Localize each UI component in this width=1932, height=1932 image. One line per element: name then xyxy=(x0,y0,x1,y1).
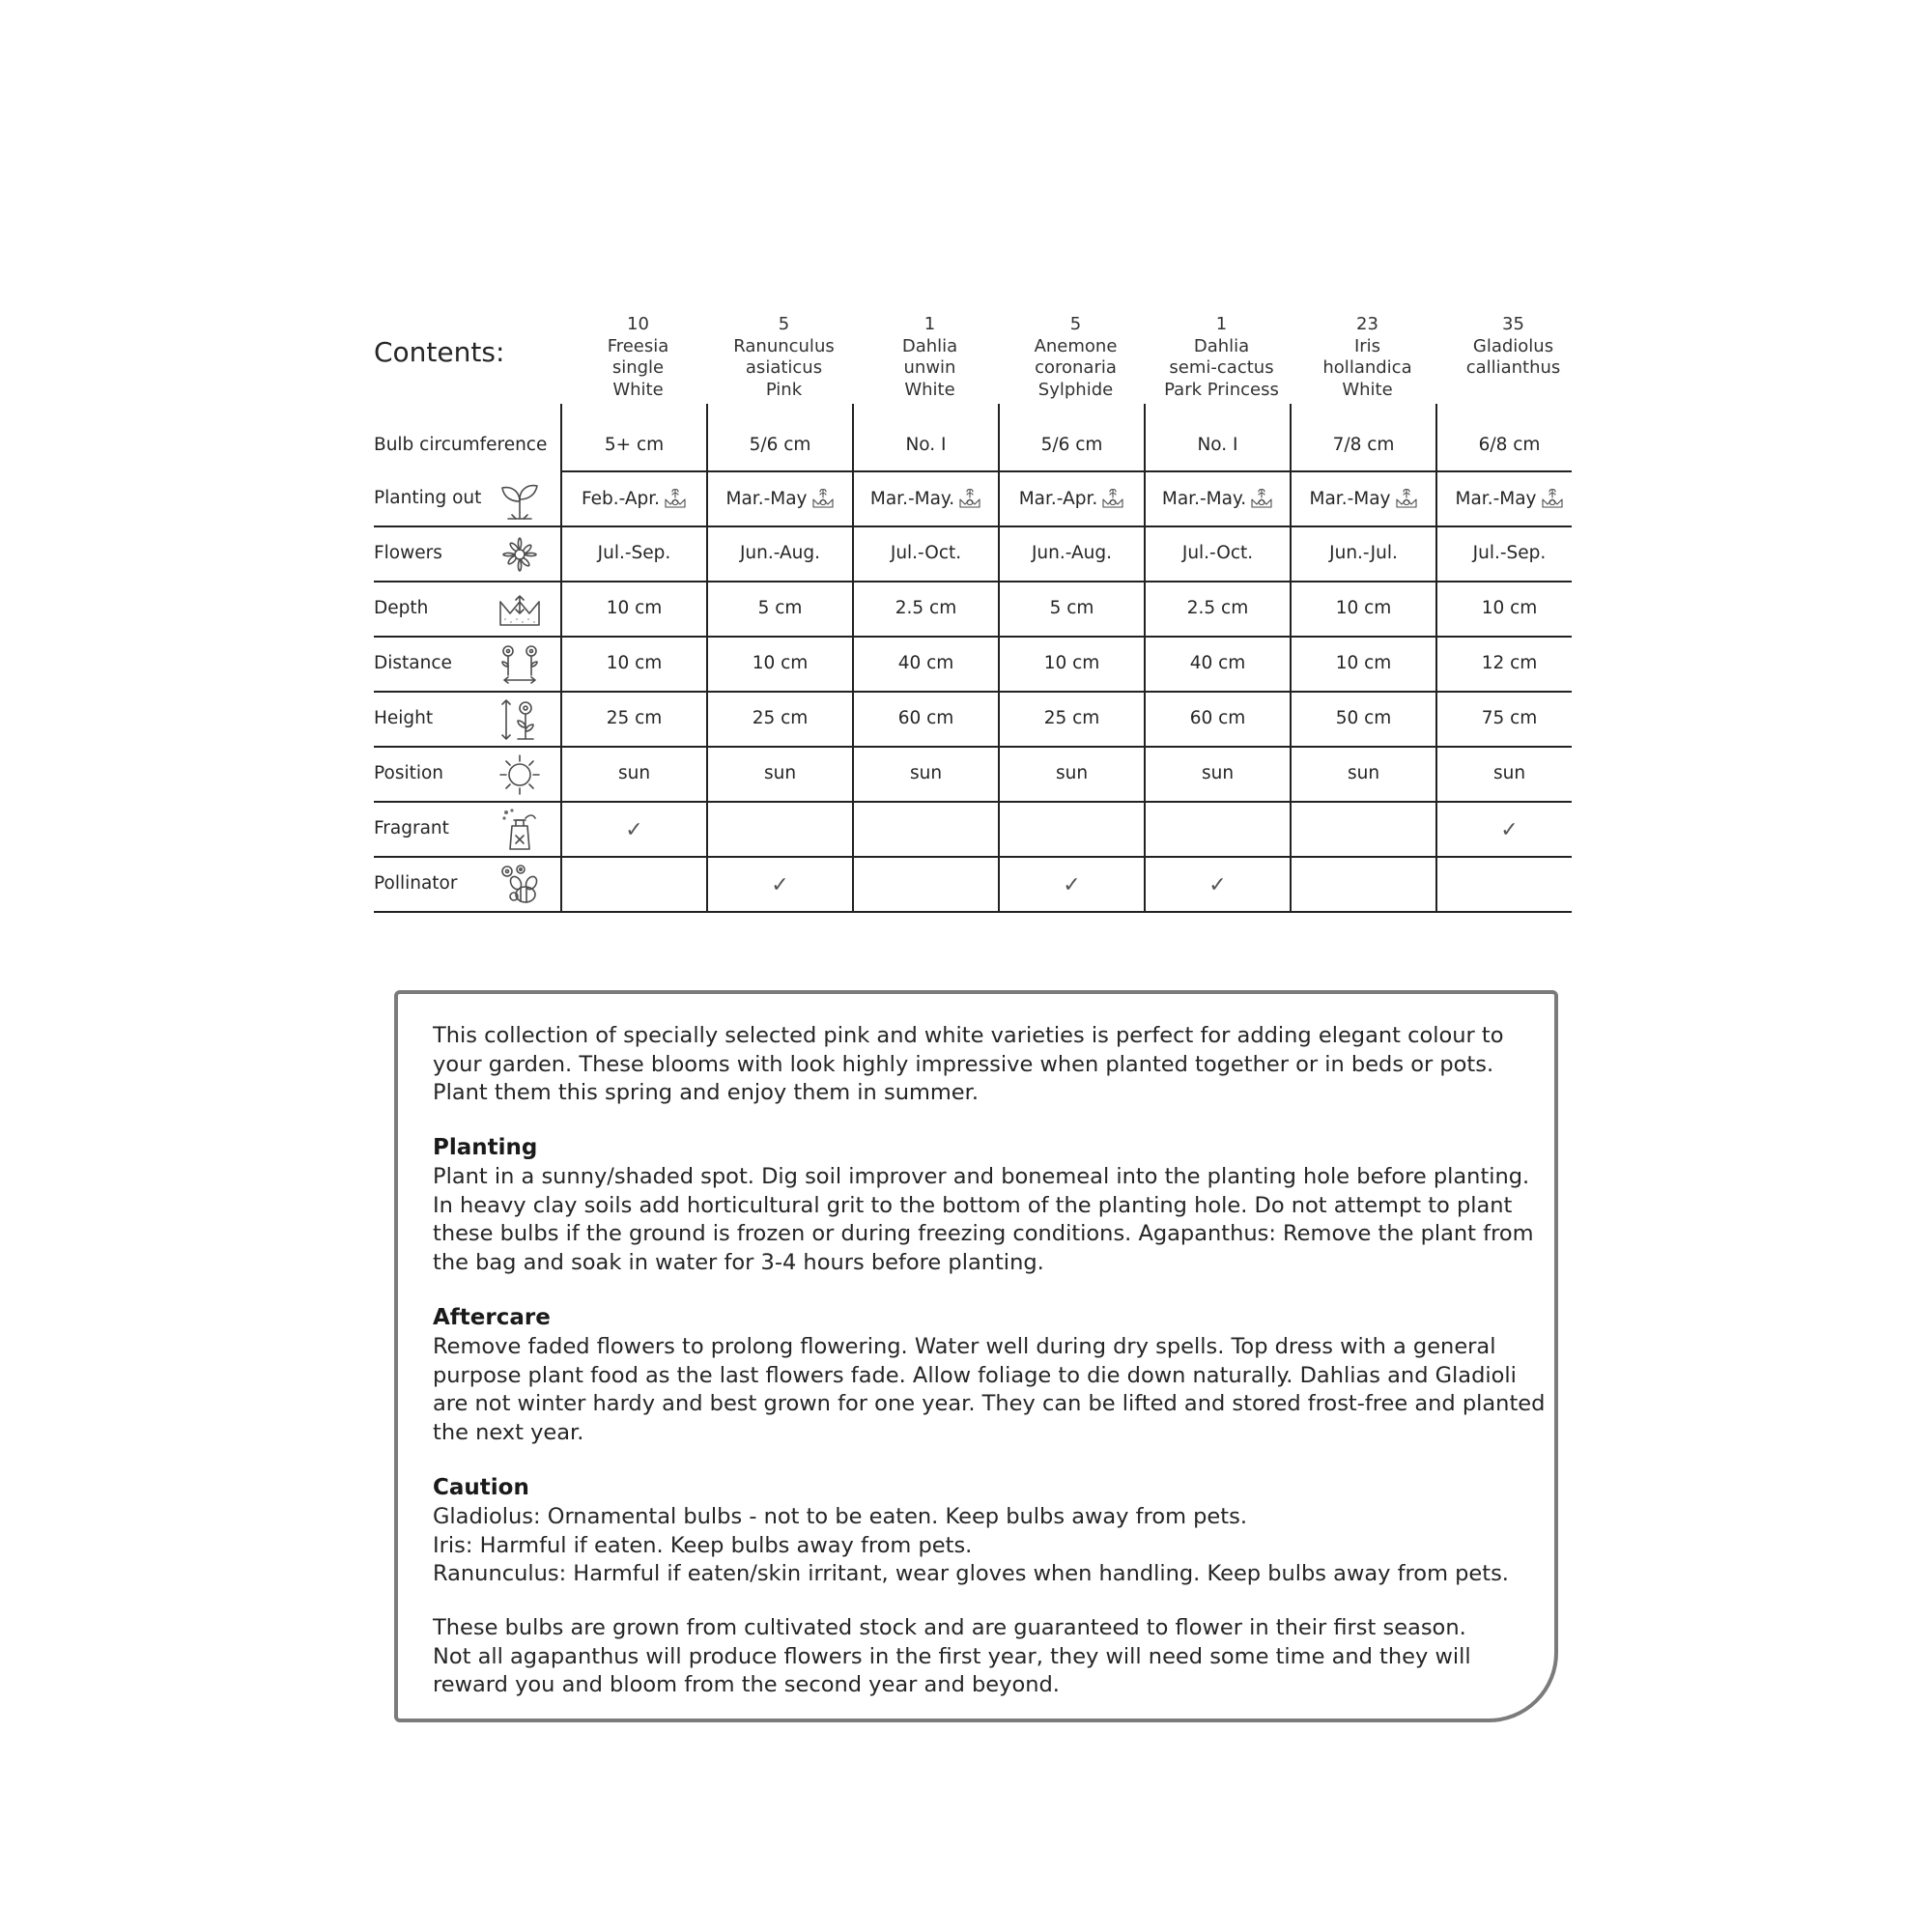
row-divider xyxy=(374,636,1572,638)
variety-name-line: White xyxy=(612,379,664,400)
text-line: Remove faded flowers to prolong flowering. Water well during dry spells. Top dress with a general xyxy=(433,1334,1496,1359)
row-divider xyxy=(374,526,1572,527)
cell-value: 75 cm xyxy=(1481,708,1538,728)
row-label: Position xyxy=(374,763,444,783)
table-cell xyxy=(999,653,1145,673)
perfume-icon xyxy=(497,807,543,853)
variety-header xyxy=(711,314,857,401)
table-cell xyxy=(1436,435,1582,455)
cell-value: sun xyxy=(1201,763,1235,783)
table-cell xyxy=(561,435,707,455)
variety-name-line: Ranunculus xyxy=(733,335,835,356)
cell-value: ✓ xyxy=(1500,818,1519,842)
table-cell xyxy=(1291,653,1436,673)
cell-value: 5 cm xyxy=(1049,598,1094,618)
cell-value: 10 cm xyxy=(606,653,663,673)
table-cell xyxy=(853,708,999,728)
cell-value: 10 cm xyxy=(1043,653,1100,673)
cell-value: 5+ cm xyxy=(604,435,665,455)
variety-header xyxy=(857,314,1003,401)
variety-header xyxy=(565,314,711,401)
variety-name-line: Park Princess xyxy=(1164,379,1279,400)
cell-value: 40 cm xyxy=(1189,653,1246,673)
table-cell xyxy=(707,435,853,455)
row-label: Pollinator xyxy=(374,873,458,894)
variety-name-line: Dahlia xyxy=(1193,335,1250,356)
table-cell xyxy=(853,763,999,783)
cell-value: 2.5 cm xyxy=(895,598,957,618)
variety-count: 1 xyxy=(923,314,936,334)
text-line: Ranunculus: Harmful if eaten/skin irritant, wear gloves when handling. Keep bulbs away from pets. xyxy=(433,1561,1509,1586)
cell-value: 25 cm xyxy=(606,708,663,728)
variety-name-line: single xyxy=(611,357,665,378)
cell-value: Mar.-May xyxy=(725,489,808,509)
text-line: These bulbs are grown from cultivated stock and are guaranteed to flower in their first season. xyxy=(433,1615,1466,1640)
bulb-sprout-icon xyxy=(958,486,981,509)
planting-paragraph xyxy=(433,1163,1534,1277)
check-mark xyxy=(1436,818,1582,842)
closing-paragraph xyxy=(433,1614,1534,1700)
table-cell xyxy=(1291,763,1436,783)
table-cell xyxy=(1436,543,1582,563)
table-cell xyxy=(1145,653,1291,673)
row-divider xyxy=(561,470,1572,472)
row-divider xyxy=(374,911,1572,913)
row-divider xyxy=(374,581,1572,582)
cell-value: Jun.-Aug. xyxy=(1031,543,1113,563)
table-cell xyxy=(1436,653,1582,673)
table-cell xyxy=(561,543,707,563)
cell-value: 10 cm xyxy=(1335,598,1392,618)
cell-value: 6/8 cm xyxy=(1478,435,1541,455)
text-line: Iris: Harmful if eaten. Keep bulbs away from pets. xyxy=(433,1532,973,1558)
cell-value: No. I xyxy=(905,435,947,455)
variety-count: 23 xyxy=(1356,314,1378,334)
row-label: Flowers xyxy=(374,543,442,563)
aftercare-paragraph xyxy=(433,1333,1546,1447)
aftercare-heading: Aftercare xyxy=(433,1305,551,1330)
cell-value: sun xyxy=(909,763,943,783)
cell-value: Mar.-May. xyxy=(869,489,955,509)
check-mark xyxy=(999,873,1145,897)
variety-name-line: Sylphide xyxy=(1037,379,1114,400)
table-cell xyxy=(1145,488,1291,511)
table-cell xyxy=(999,488,1145,511)
row-divider xyxy=(374,746,1572,748)
table-cell xyxy=(1291,708,1436,728)
table-cell xyxy=(1291,488,1436,511)
cell-value: 40 cm xyxy=(897,653,954,673)
table-cell xyxy=(1145,708,1291,728)
cell-value: 7/8 cm xyxy=(1332,435,1395,455)
row-label: Bulb circumference xyxy=(374,435,548,455)
cell-value: Jun.-Jul. xyxy=(1329,543,1398,563)
table-cell xyxy=(999,763,1145,783)
cell-value: 60 cm xyxy=(897,708,954,728)
row-label: Distance xyxy=(374,653,452,673)
caution-heading: Caution xyxy=(433,1475,529,1500)
variety-header xyxy=(1294,314,1440,401)
cell-value: sun xyxy=(1347,763,1380,783)
table-cell xyxy=(1145,435,1291,455)
table-cell xyxy=(1436,763,1582,783)
cell-value: 2.5 cm xyxy=(1186,598,1249,618)
table-cell xyxy=(707,763,853,783)
cell-value: sun xyxy=(617,763,651,783)
sun-icon xyxy=(497,752,543,798)
bulb-sprout-icon xyxy=(1541,486,1564,509)
text-line: Gladiolus: Ornamental bulbs - not to be eaten. Keep bulbs away from pets. xyxy=(433,1504,1247,1529)
variety-name-line: Anemone xyxy=(1034,335,1118,356)
bulb-sprout-icon xyxy=(1395,486,1418,509)
variety-header xyxy=(1149,314,1294,401)
variety-header xyxy=(1440,314,1586,380)
bulb-sprout-icon xyxy=(1250,486,1273,509)
cell-value: 10 cm xyxy=(752,653,809,673)
table-cell xyxy=(561,598,707,618)
cell-value: 5/6 cm xyxy=(1040,435,1103,455)
depth-icon xyxy=(497,586,543,633)
cell-value: No. I xyxy=(1197,435,1238,455)
text-line: Plant them this spring and enjoy them in summer. xyxy=(433,1080,979,1105)
cell-value: Mar.-May. xyxy=(1161,489,1247,509)
table-cell xyxy=(1291,543,1436,563)
cell-value: ✓ xyxy=(1063,873,1081,897)
table-cell xyxy=(561,763,707,783)
height-icon xyxy=(497,696,543,743)
row-label: Planting out xyxy=(374,488,482,508)
table-cell xyxy=(707,653,853,673)
variety-count: 1 xyxy=(1215,314,1228,334)
caution-paragraph xyxy=(433,1503,1534,1589)
cell-value: 25 cm xyxy=(752,708,809,728)
table-cell xyxy=(1436,598,1582,618)
cell-value: ✓ xyxy=(1208,873,1227,897)
table-cell xyxy=(853,653,999,673)
contents-label: Contents: xyxy=(374,336,505,368)
table-cell xyxy=(707,488,853,511)
variety-name-line: coronaria xyxy=(1035,357,1117,378)
table-cell xyxy=(999,543,1145,563)
table-cell xyxy=(707,598,853,618)
planting-heading: Planting xyxy=(433,1135,538,1160)
row-label: Height xyxy=(374,708,434,728)
variety-name-line: hollandica xyxy=(1322,357,1412,378)
cell-value: 25 cm xyxy=(1043,708,1100,728)
cell-value: sun xyxy=(1492,763,1526,783)
table-cell xyxy=(1145,763,1291,783)
text-line: are not winter hardy and best grown for one year. They can be lifted and stored frost-free and planted xyxy=(433,1391,1546,1416)
check-mark xyxy=(561,818,707,842)
table-cell xyxy=(853,488,999,511)
table-cell xyxy=(853,598,999,618)
check-mark xyxy=(707,873,853,897)
cell-value: Mar.-May xyxy=(1309,489,1391,509)
text-line: purpose plant food as the last flowers fade. Allow foliage to die down naturally. Dahlias and Gladioli xyxy=(433,1362,1517,1388)
variety-name-line: Pink xyxy=(765,379,803,400)
text-line: your garden. These blooms with look highly impressive when planted together or in beds or pots. xyxy=(433,1051,1494,1077)
distance-icon xyxy=(497,641,543,688)
row-label: Fragrant xyxy=(374,818,449,838)
table-cell xyxy=(1291,598,1436,618)
row-divider xyxy=(374,691,1572,693)
cell-value: Jul.-Sep. xyxy=(597,543,671,563)
bulb-sprout-icon xyxy=(664,486,687,509)
table-cell xyxy=(999,708,1145,728)
table-cell xyxy=(999,435,1145,455)
cell-value: Jun.-Aug. xyxy=(739,543,821,563)
table-cell xyxy=(1436,708,1582,728)
variety-name-line: callianthus xyxy=(1465,357,1561,378)
cell-value: Mar.-Apr. xyxy=(1018,489,1098,509)
variety-count: 35 xyxy=(1502,314,1524,334)
cell-value: 60 cm xyxy=(1189,708,1246,728)
variety-header xyxy=(1003,314,1149,401)
table-cell xyxy=(1145,543,1291,563)
bulb-sprout-icon xyxy=(1101,486,1124,509)
variety-name-line: semi-cactus xyxy=(1169,357,1274,378)
table-cell xyxy=(853,543,999,563)
variety-name-line: Gladiolus xyxy=(1472,335,1554,356)
cell-value: Mar.-May xyxy=(1455,489,1537,509)
variety-name-line: Freesia xyxy=(607,335,669,356)
row-label: Depth xyxy=(374,598,429,618)
variety-count: 5 xyxy=(778,314,790,334)
table-cell xyxy=(707,708,853,728)
text-line: Plant in a sunny/shaded spot. Dig soil improver and bonemeal into the planting hole before planting. xyxy=(433,1164,1530,1189)
variety-name-line: Iris xyxy=(1353,335,1381,356)
table-cell xyxy=(1145,598,1291,618)
table-cell xyxy=(561,488,707,511)
flower-icon xyxy=(497,531,543,578)
cell-value: Jul.-Sep. xyxy=(1472,543,1547,563)
bulb-sprout-icon xyxy=(811,486,835,509)
text-line: the bag and soak in water for 3-4 hours before planting. xyxy=(433,1249,1044,1275)
cell-value: 10 cm xyxy=(606,598,663,618)
cell-value: 5/6 cm xyxy=(749,435,811,455)
table-cell xyxy=(561,708,707,728)
row-divider xyxy=(374,856,1572,858)
cell-value: ✓ xyxy=(625,818,643,842)
text-line: the next year. xyxy=(433,1419,584,1445)
variety-name-line: asiaticus xyxy=(745,357,823,378)
variety-name-line: unwin xyxy=(903,357,956,378)
check-mark xyxy=(1145,873,1291,897)
cell-value: 5 cm xyxy=(757,598,803,618)
cell-value: Feb.-Apr. xyxy=(581,489,661,509)
row-divider xyxy=(374,801,1572,803)
cell-value: 10 cm xyxy=(1335,653,1392,673)
table-cell xyxy=(999,598,1145,618)
table-cell xyxy=(1436,488,1582,511)
variety-count: 5 xyxy=(1069,314,1082,334)
cell-value: sun xyxy=(763,763,797,783)
cell-value: 50 cm xyxy=(1335,708,1392,728)
text-line: these bulbs if the ground is frozen or during freezing conditions. Agapanthus: Remove the plant from xyxy=(433,1221,1534,1246)
cell-value: Jul.-Oct. xyxy=(890,543,962,563)
table-cell xyxy=(853,435,999,455)
variety-name-line: Dahlia xyxy=(901,335,958,356)
cell-value: Jul.-Oct. xyxy=(1181,543,1254,563)
table-cell xyxy=(707,543,853,563)
intro-paragraph xyxy=(433,1022,1534,1108)
text-line: In heavy clay soils add horticultural grit to the bottom of the planting hole. Do not attempt to plant xyxy=(433,1192,1513,1218)
variety-name-line: White xyxy=(1342,379,1393,400)
variety-count: 10 xyxy=(627,314,649,334)
seedling-icon xyxy=(497,476,543,523)
table-cell xyxy=(1291,435,1436,455)
cell-value: ✓ xyxy=(771,873,789,897)
cell-value: 10 cm xyxy=(1481,598,1538,618)
text-line: Not all agapanthus will produce flowers in the first year, they will need some time and they will xyxy=(433,1643,1471,1669)
table-cell xyxy=(561,653,707,673)
variety-name-line: White xyxy=(904,379,955,400)
cell-value: 12 cm xyxy=(1481,653,1538,673)
text-line: This collection of specially selected pink and white varieties is perfect for adding elegant colour to xyxy=(433,1023,1504,1048)
bee-icon xyxy=(497,862,543,908)
cell-value: sun xyxy=(1055,763,1089,783)
text-line: reward you and bloom from the second year and beyond. xyxy=(433,1672,1060,1697)
